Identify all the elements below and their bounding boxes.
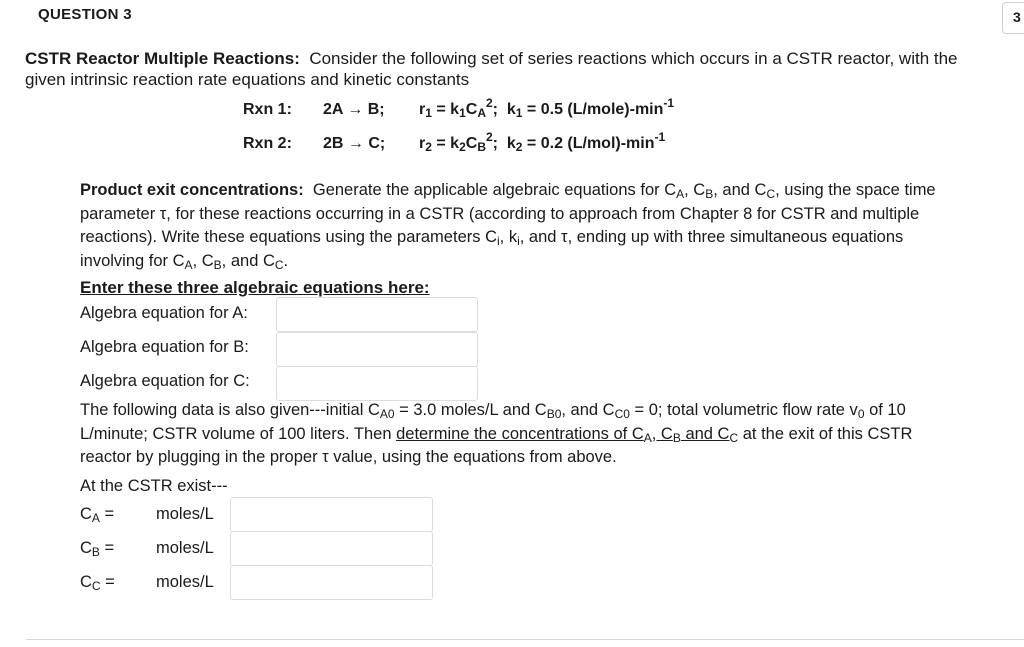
equation-c-input[interactable] <box>276 366 478 401</box>
equation-b-label: Algebra equation for B: <box>80 338 249 356</box>
intro-paragraph <box>25 48 985 90</box>
reaction-label: Rxn 1: <box>243 101 292 118</box>
equation-a-input[interactable] <box>276 297 478 332</box>
rate-law: $r_2 = k_2C_B^2$; <box>419 130 498 154</box>
result-ca-input[interactable] <box>230 497 433 532</box>
result-cb-label: $C_B$ = <box>80 539 115 559</box>
result-cb-unit: moles/L <box>156 539 214 557</box>
intro-text: Consider the following set of series reactions which occurs in a CSTR reactor, with the given intrinsic reaction rate equations and kinetic constants <box>25 49 958 89</box>
result-cc-label: $C_C$ = <box>80 573 115 593</box>
result-ca-unit: moles/L <box>156 505 214 523</box>
points-badge: 3 <box>1002 2 1024 34</box>
rate-constant: $k_2 = 0.2$ $(L/mol)-\min^{-1}$ <box>506 130 666 154</box>
equation-c-label: Algebra equation for C: <box>80 372 250 390</box>
rate-constant: $k_1 = 0.5$ $(L/mole)-\min^{-1}$ <box>506 96 675 120</box>
bottom-divider <box>26 639 1024 640</box>
given-data-paragraph: The following data is also given---initial $C_{A0} = 3.0$ moles/L and $C_{B0}$, and $C_{C0} = 0$; total volumetric flow rate $v_0$ of 10 L/minute; CSTR volume of 100 liters. Then determine the concentrations of $C_A$, $C_B$ and $C_C$ at the exit of this CSTR reactor by plugging in the proper τ value, using the equations from above. <box>80 401 913 466</box>
determine-concentrations-link: determine the concentrations of $C_A$, $C_B$ and $C_C$ <box>396 424 739 445</box>
reaction-1 <box>243 96 675 120</box>
result-cc-unit: moles/L <box>156 573 214 591</box>
question-header: QUESTION 3 <box>38 6 132 23</box>
result-cb-input[interactable] <box>230 531 433 566</box>
reaction-equation: 2A → B; <box>323 101 385 118</box>
reaction-label: Rxn 2: <box>243 135 292 152</box>
reaction-equation: 2B → C; <box>323 135 386 152</box>
equation-b-input[interactable] <box>276 332 478 367</box>
result-ca-label: $C_A$ = <box>80 505 115 525</box>
equation-a-label: Algebra equation for A: <box>80 304 248 322</box>
exit-label: At the CSTR exist--- <box>80 477 228 495</box>
enter-equations-heading: Enter these three algebraic equations here: <box>80 278 430 297</box>
intro-title: CSTR Reactor Multiple Reactions: <box>25 49 300 68</box>
reaction-2 <box>243 130 666 154</box>
rate-law: $r_1 = k_1C_A^2$; <box>419 96 498 120</box>
product-title: Product exit concentrations: <box>80 181 304 199</box>
result-cc-input[interactable] <box>230 565 433 600</box>
product-paragraph: Product exit concentrations: Generate the applicable algebraic equations for $C_A$, $C_B$, and $C_C$, using the space time parameter τ, for these reactions occurring in a CSTR (according to approach from Chapter 8 for CSTR and multiple reactions). Write these equations using the parameters $C_i$, $k_i$, and τ, ending up with three simultaneous equations involving for $C_A$, $C_B$, and $C_C$. <box>80 181 936 272</box>
